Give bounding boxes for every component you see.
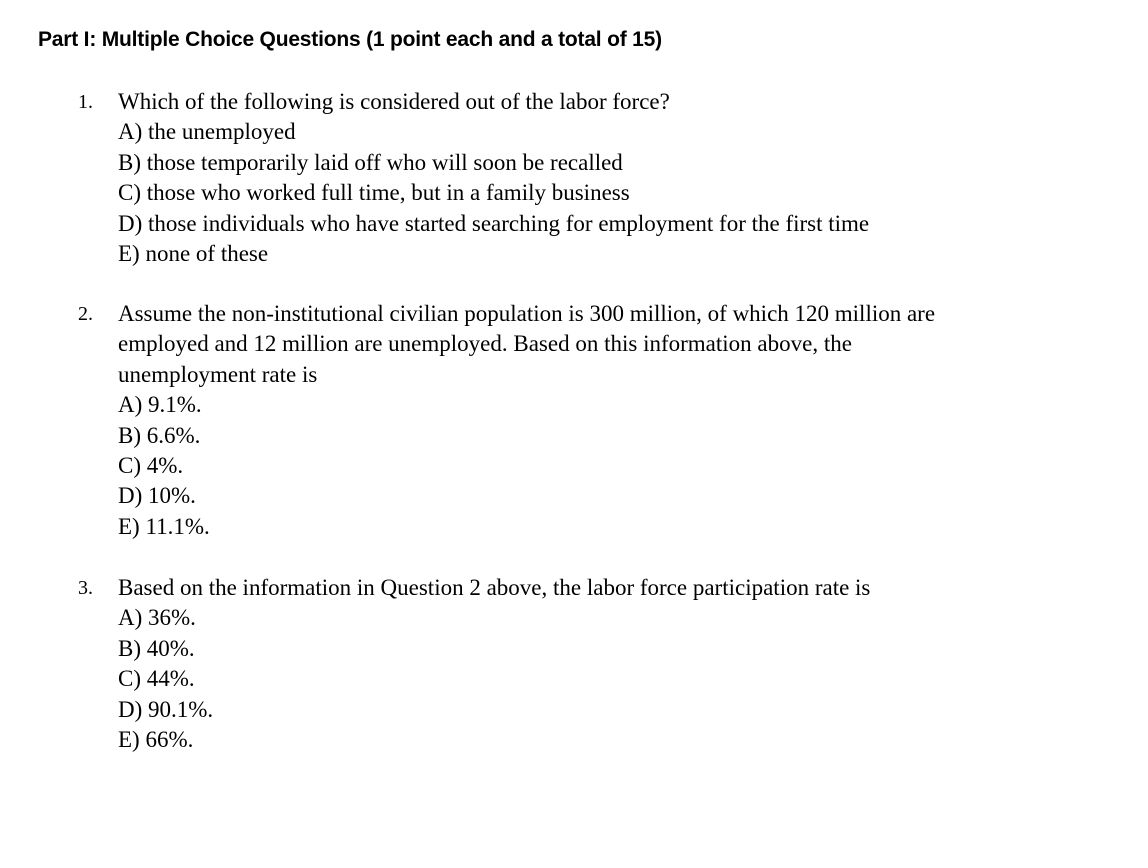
question-stem-line: Which of the following is considered out of the labor force? [118, 89, 670, 114]
answer-option-c: C) those who worked full time, but in a family business [118, 180, 630, 206]
answer-option-c: C) 44%. [118, 666, 195, 692]
question-stem-line: unemployment rate is [118, 361, 318, 387]
page-heading: Part I: Multiple Choice Questions (1 point each and a total of 15) [38, 28, 662, 51]
answer-option-d: D) 10%. [118, 483, 196, 509]
answer-option-e: E) none of these [118, 241, 269, 267]
answer-option-b: B) 40%. [118, 635, 195, 661]
answer-option-e: E) 66%. [118, 727, 194, 753]
question-body [118, 87, 1068, 269]
question-body [118, 299, 1068, 542]
question-stem-line: Assume the non-institutional civilian population is 300 million, of which 120 million are [118, 301, 936, 326]
question-number: 3. [78, 577, 93, 599]
question-number: 2. [78, 303, 93, 325]
answer-option-c: C) 4%. [118, 453, 184, 479]
question-number: 1. [78, 91, 93, 113]
answer-option-a: A) the unemployed [118, 119, 296, 145]
question-stem-line: Based on the information in Question 2 above, the labor force participation rate is [118, 575, 871, 600]
answer-option-d: D) 90.1%. [118, 696, 214, 722]
answer-option-b: B) 6.6%. [118, 422, 201, 448]
question-body [118, 573, 1068, 755]
question-stem-line: employed and 12 million are unemployed. Based on this information above, the [118, 331, 852, 357]
answer-option-d: D) those individuals who have started searching for employment for the first time [118, 210, 870, 236]
answer-option-a: A) 9.1%. [118, 392, 202, 418]
answer-option-e: E) 11.1%. [118, 513, 210, 539]
answer-option-b: B) those temporarily laid off who will soon be recalled [118, 149, 623, 175]
answer-option-a: A) 36%. [118, 605, 196, 631]
